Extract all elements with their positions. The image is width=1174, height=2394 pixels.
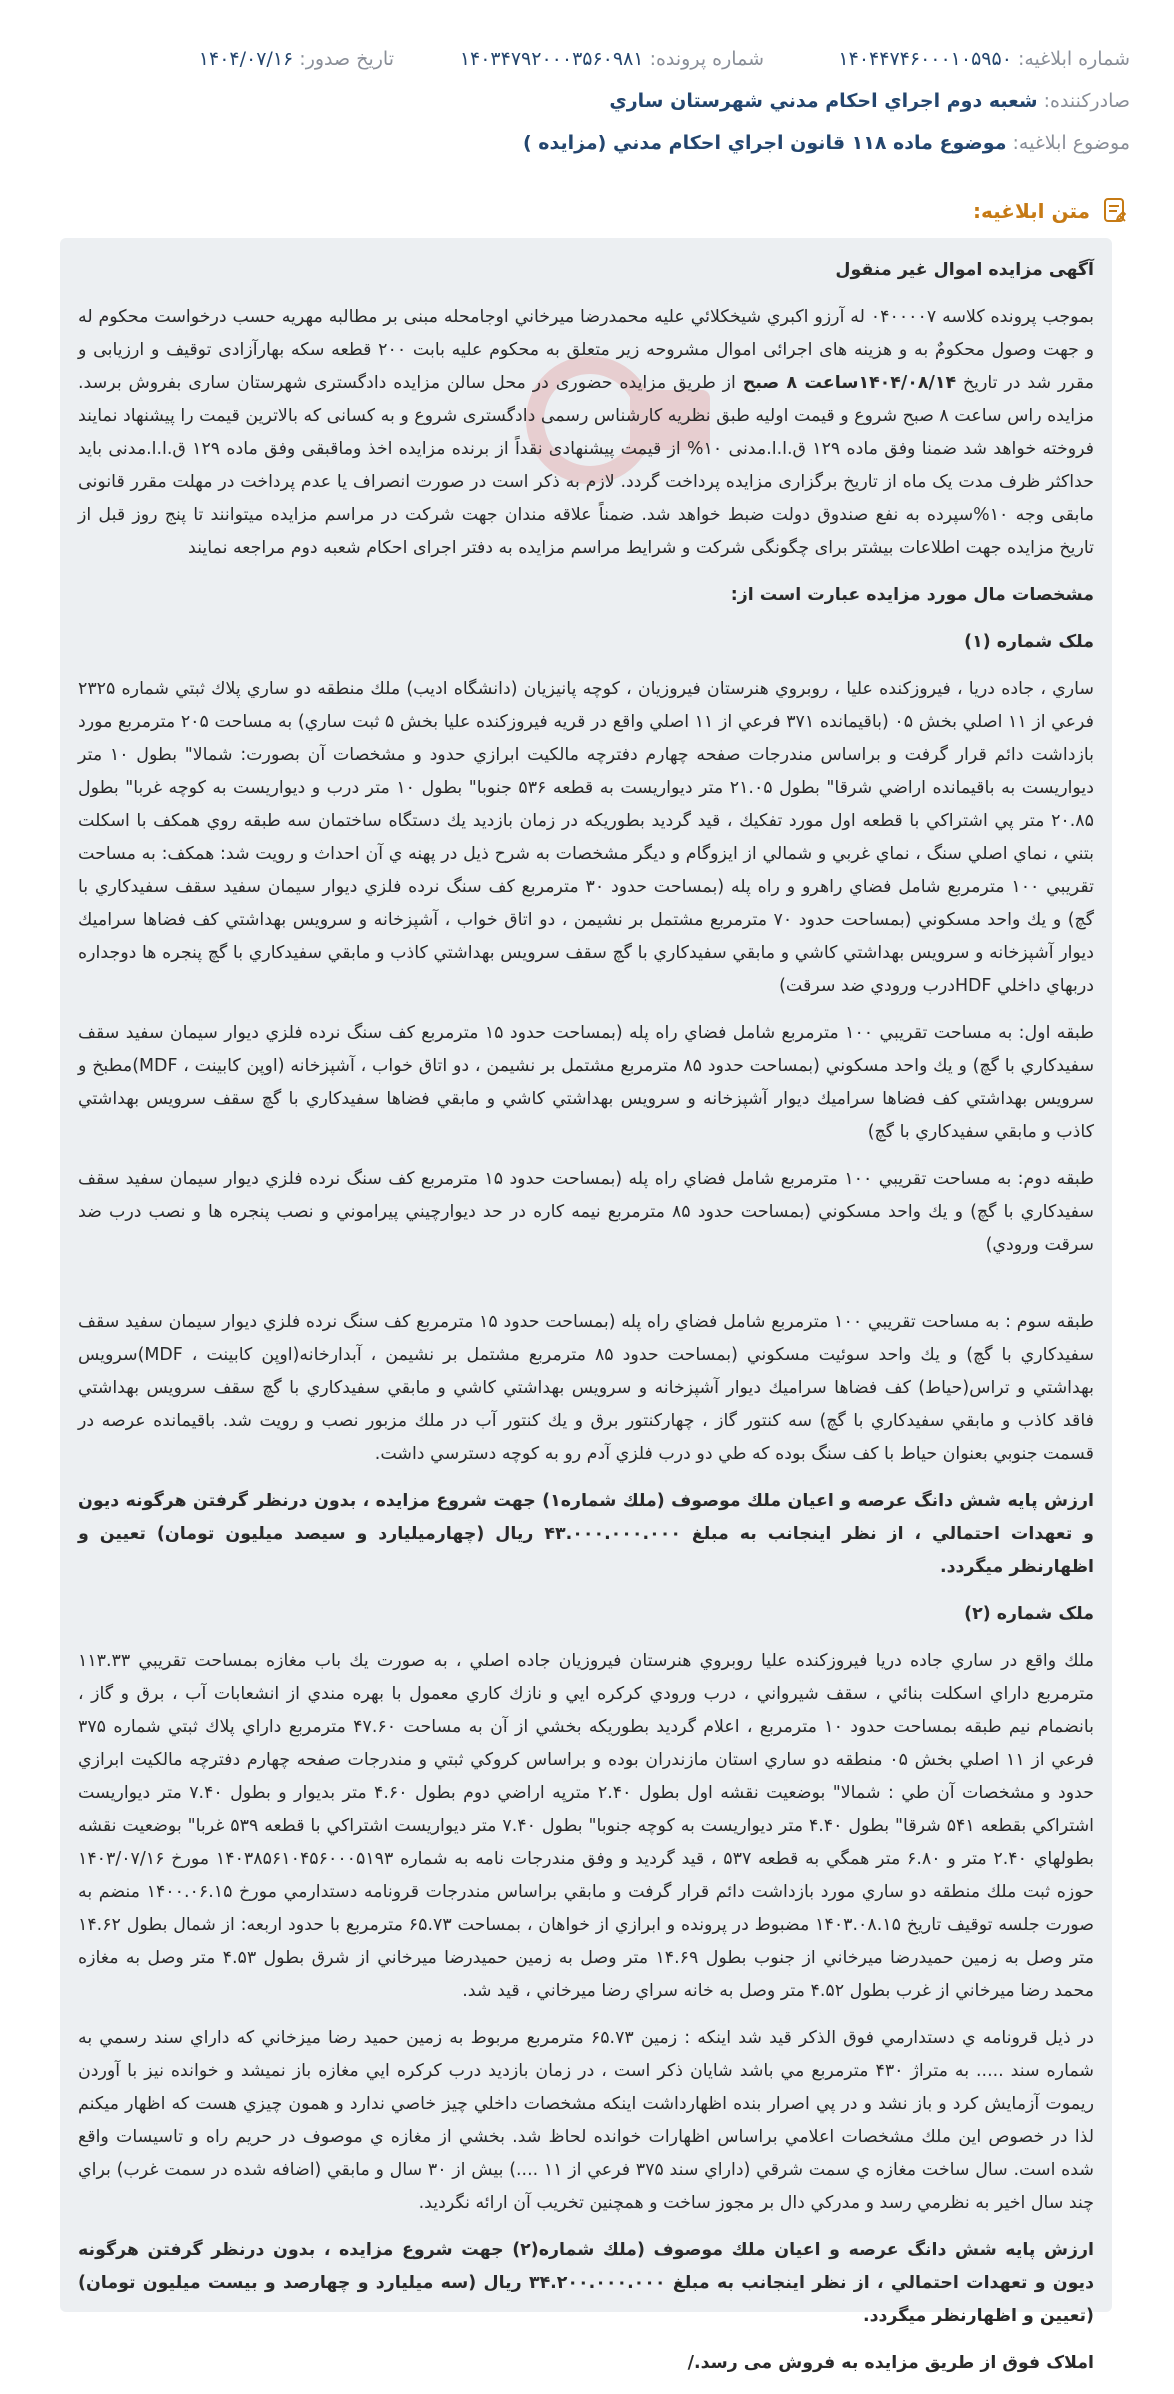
paragraph-intro (78, 301, 1094, 565)
property-1-floor-2: طبقه دوم: به مساحت تقريبي ۱۰۰ مترمربع شامل فضاي راه پله (بمساحت حدود ۱۵ مترمربع كف سنگ نرده فلزي ديوار سيمان سفيد سقف سفيدكاري با گچ) و يك واحد مسكوني (بمساحت حدود ۸۵ مترمربع نيمه كاره در حد ديوارچيني پيراموني و نصب پنجره ها و نصب درب ضد سرقت ورودي) (78, 1169, 1094, 1255)
case-number-group (460, 48, 764, 70)
property-1-price (78, 1485, 1094, 1584)
notice-number-group (838, 48, 1130, 70)
property-2-price-amount: ۳۴.۲۰۰.۰۰۰.۰۰۰ ريال (سه ميليارد و چهارصد و بيست ميليون تومان) (تعيين و اظهارنظر ميگردد. (78, 2273, 1094, 2326)
property-2-price (78, 2234, 1094, 2333)
auction-date: ۱۴۰۴/۰۸/۱۴ساعت ۸ صبح (742, 373, 957, 393)
notice-number-label: شماره ابلاغيه: (1017, 48, 1130, 70)
intro-text-2: از طریق مزایده حضوری در محل سالن مزایده دادگستری شهرستان ساری بفروش برسد. مزایده راس ساعت ۸ صبح شروع و قیمت اولیه طبق نظریه کارشناس رسمی دادگستری شروع و به کسانی که بالاترین قیمت را پیشنهاد نمایند فروخته خواهد شد ضمنا وفق ماده ۱۲۹ ق.ا.ا.مدنی ۱۰% از قیمت پیشنهادی نقداً از برنده مزایده اخذ وماقبقی وفق ماده ۱۲۹ ق.ا.ا.مدنی باید حداکثر ظرف مدت یک ماه از تاریخ برگزاری مزایده پرداخت گردد. لازم به ذکر است در صورت انصراف یا عدم پرداخت در مهلت مقرر قانونی مابقی وجه ۱۰%سپرده به نفع صندوق دولت ضبط خواهد شد. ضمناً علاقه مندان جهت شرکت در مراسم مزایده میتوانند تا پنج روز قبل از تاریخ مزایده جهت اطلاعات بیشتر برای چگونگی شرکت و شرایط مراسم مزایده به دفتر اجرای احکام شعبه دوم مراجعه نمایند (78, 373, 1095, 558)
issuer: شعبه دوم اجراي احكام مدني شهرستان ساري (609, 90, 1038, 112)
meta-row-issuer (0, 90, 1130, 112)
issue-date-group (199, 48, 394, 70)
notice-number: ۱۴۰۴۴۷۴۶۰۰۰۱۰۵۹۵۰ (838, 48, 1012, 70)
property-2-notes: در ذيل قرونامه ي دستدارمي فوق الذكر قيد شد اينكه : زمين ۶۵.۷۳ مترمربع مربوط به زمين حميد رضا ميزخاني كه داراي سند رسمي به شماره سند ..... به متراژ ۴۳۰ مترمربع مي باشد شايان ذكر است ، در زمان بازديد درب كركره ايي مغازه باز نميشد و خوانده نيز با آوردن ريموت آزمايش كرد و باز نشد و در پي اصرار بنده اظهارداشت اينكه مشخصات داخلي چيز خاصي ندارد و همون چيزي هست كه اظهار ميكنم لذا در خصوص اين ملك مشخصات اعلامي براساس اظهارات خوانده لحاظ شد. بخشي از مغازه ي موصوف در حريم راه و تاسيسات واقع شده است. سال ساخت مغازه ي سمت شرقي (داراي سند ۳۷۵ فرعي از ۱۱ ....) بيش از ۳۰ سال و مابقي (اضافه شده در سمت غرب) براي چند سال اخير به نظرمي رسد و مدركي دال بر مجوز ساخت و همچنين تخريب آن ارائه نگرديد. (78, 2028, 1094, 2213)
property-1-title: ملک شماره (۱) (964, 632, 1094, 652)
notice-text-heading (973, 196, 1130, 226)
notice-text-label: متن ابلاغيه: (972, 199, 1090, 223)
case-number-label: شماره پرونده: (649, 48, 764, 70)
meta-row-subject (0, 132, 1130, 154)
closing-line: املاک فوق از طریق مزایده به فروش می رسد./ (687, 2353, 1094, 2373)
property-2-title: ملک شماره (۲) (964, 1604, 1094, 1624)
property-1-description: ساري ، جاده دريا ، فيروزكنده عليا ، روبروي هنرستان فيروزيان ، كوچه پانيزيان (دانشگاه اديب) ملك منطقه دو ساري پلاك ثبتي شماره ۲۳۲۵ فرعي از ۱۱ اصلي بخش ۰۵ (باقيمانده ۳۷۱ فرعي از ۱۱ اصلي واقع در قريه فيروزكنده عليا بخش ۵ ثبت ساري) به مساحت ۲۰۵ مترمربع مورد بازداشت دائم قرار گرفت و براساس مندرجات صفحه چهارم دفترچه مالكيت ابرازي حدود و مشخصات آن بصورت: شمالا" بطول ۱۰ متر ديواريست به باقيمانده اراضي شرقا" بطول ۲۱.۰۵ متر ديواريست به قطعه ۵۳۶ جنوبا" بطول ۱۰ متر درب و ديواريست به كوچه غربا" بطول ۲۰.۸۵ متر پي اشتراكي با قطعه اول مورد تفكيك ، قيد گرديد بطوريكه در زمان بازديد يك دستگاه ساختمان سه طبقه روي همكف با اسكلت بتني ، نماي اصلي سنگ ، نماي غربي و شمالي از ايزوگام و ديگر مشخصات به شرح ذيل در پهنه ي آن احداث و رويت شد: همكف: به مساحت تقريبي ۱۰۰ مترمربع شامل فضاي راهرو و راه پله (بمساحت حدود ۳۰ مترمربع كف سنگ نرده فلزي ديوار سيمان سفيد سقف سفيدكاري با گچ) و يك واحد مسكوني (بمساحت حدود ۷۰ مترمربع مشتمل بر نشيمن ، دو اتاق خواب ، آشپزخانه و سرويس بهداشتي كف فضاها سراميك ديوار آشپزخانه و سرويس بهداشتي كاشي و مابقي سفيدكاري با گچ سقف سرويس بهداشتي كاذب و مابقي سفيدكاري با گچ پنجره ها دوجداره دربهاي داخلي HDFدرب ورودي ضد سرقت) (78, 679, 1095, 996)
property-2-price-text: ارزش پايه شش دانگ عرصه و اعيان ملك موصوف (ملك شماره(۲) جهت شروع مزايده ، بدون درنظر گرفتن هرگونه ديون و تعهدات احتمالي ، از نظر اينجانب به مبلغ (78, 2240, 1094, 2293)
issue-date-label: تاريخ صدور: (299, 48, 394, 70)
property-1-price-text: ارزش پايه شش دانگ عرصه و اعيان ملك موصوف (ملك شماره۱) جهت شروع مزايده ، بدون درنظر گرفتن هرگونه ديون و تعهدات احتمالي ، از نظر اينجانب به مبلغ (78, 1491, 1094, 1544)
property-2-description: ملك واقع در ساري جاده دريا فيروزكنده عليا روبروي هنرستان فيروزيان جاده اصلي ، به صورت يك باب مغازه بمساحت تقريبي ۱۱۳.۳۳ مترمربع داراي اسكلت بنائي ، سقف شيرواني ، درب ورودي كركره ايي و نازك كاري معمول با بهره مندي از انشعابات آب ، برق و گاز ، بانضمام نيم طبقه بمساحت حدود ۱۰ مترمربع ، اعلام گرديد بطوريكه بخشي از آن به مساحت ۴۷.۶۰ مترمربع داراي پلاك ثبتي شماره ۳۷۵ فرعي از ۱۱ اصلي بخش ۰۵ منطقه دو ساري استان مازندران بوده و براساس كروكي ثبتي و مندرجات صفحه چهارم دفترچه مالكيت ابرازي حدود و مشخصات آن طي : شمالا" بوضعيت نقشه اول بطول ۲.۴۰ مترپه اراضي دوم بطول ۴.۶۰ متر بديوار و بطول ۷.۴۰ متر ديواريست اشتراكي بقطعه ۵۴۱ شرقا" بطول ۴.۴۰ متر ديواريست به كوچه جنوبا" بطول ۷.۴۰ متر ديواريست اشتراكي با قطعه ۵۳۹ غربا" بوضعيت نقشه بطولهاي ۲.۴۰ متر و ۶.۸۰ متر همگي به قطعه ۵۳۷ ، قيد گرديد و وفق مندرجات نامه به شماره ۱۴۰۳۸۵۶۱۰۴۵۶۰۰۰۵۱۹۳ مورخ ۱۴۰۳/۰۷/۱۶ حوزه ثبت ملك منطقه دو ساري مورد بازداشت دائم قرار گرفت و مابقي براساس مندرجات قرونامه دستدارمي مورخ ۱۴۰۰.۰۶.۱۵ منضم به صورت جلسه توقيف تاريخ ۱۴۰۳.۰۸.۱۵ مضبوط در پرونده و ابرازي از خواهان ، بمساحت ۶۵.۷۳ مترمربع با حدود اربعه: از شمال بطول ۱۴.۶۲ متر وصل به زمين حميدرضا ميرخاني از جنوب بطول ۱۴.۶۹ متر وصل به زمين حميدرضا ميرخاني از شرق بطول ۴.۵۳ متر وصل به مغازه محمد رضا ميرخاني از غرب بطول ۴.۵۲ متر وصل به خانه سراي رضا ميرخاني ، قيد شد. (78, 1651, 1095, 2001)
property-1-floor-3: طبقه سوم : به مساحت تقريبي ۱۰۰ مترمربع شامل فضاي راه پله (بمساحت حدود ۱۵ مترمربع كف سنگ نرده فلزي ديوار سيمان سفيد سقف سفيدكاري با گچ) و يك واحد سوئيت مسكوني (بمساحت حدود ۸۵ مترمربع مشتمل بر نشيمن ، آبدارخانه(اوپن كابينت ، MDF)سرويس بهداشتي و تراس(حياط) كف فضاها سراميك ديوار آشپزخانه و سرويس بهداشتي كاشي و مابقي سفيدكاري با گچ سقف سرويس بهداشتي فاقد كاذب و مابقي سفيدكاري با گچ) سه كنتور گاز ، چهاركنتور برق و يك كنتور آب در ملك مزبور نصب و رويت شد. باقيمانده عرصه در قسمت جنوبي بعنوان حياط با كف سنگ بوده كه طي دو درب فلزي آدم رو به كوچه دسترسي داشت. (78, 1312, 1094, 1464)
subject: موضوع ماده ۱۱۸ قانون اجراي احکام مدني (مزايده ) (522, 132, 1007, 154)
intro-text-1: بموجب پرونده کلاسه ۰۴۰۰۰۰۷ له آرزو اكبري شيخكلائي عليه محمدرضا ميرخاني اوجامحله مبنی بر مطالبه مهریه حسب درخواست محکوم له و جهت وصول محکومٌ به و هزینه های اجرائی اموال مشروحه زیر متعلق به محکوم علیه بابت ۲۰۰ قطعه سکه بهارآزادی توقیف و ارزیابی و مقرر شد در تاریخ (78, 307, 1094, 393)
specs-title: مشخصات مال مورد مزايده عبارت است از: (730, 585, 1094, 605)
notice-body (60, 254, 1112, 2394)
document-icon (1100, 196, 1130, 226)
case-number: ۱۴۰۳۴۷۹۲۰۰۰۳۵۶۰۹۸۱ (459, 48, 644, 70)
issue-date: ۱۴۰۴/۰۷/۱۶ (198, 48, 294, 70)
property-1-floor-1: طبقه اول: به مساحت تقريبي ۱۰۰ مترمربع شامل فضاي راه پله (بمساحت حدود ۱۵ مترمربع كف سنگ نرده فلزي ديوار سيمان سفيد سقف سفيدكاري با گچ) و يك واحد مسكوني (بمساحت حدود ۸۵ مترمربع مشتمل بر نشيمن ، دو اتاق خواب ، آشپزخانه (اوپن كابينت ، MDF)مطبخ و سرويس بهداشتي كف فضاها سراميك ديوار آشپزخانه و سرويس بهداشتي كاشي و مابقي فضاها سفيدكاري با گچ سقف سرويس بهداشتي كاذب و مابقي سفيدكاري با گچ) (78, 1023, 1095, 1142)
subject-label: موضوع ابلاغيه: (1012, 132, 1130, 154)
notice-title: آگهی مزایده اموال غیر منقول (835, 260, 1094, 280)
issuer-label: صادرکننده: (1043, 90, 1130, 112)
property-1-price-amount: ۴۳.۰۰۰.۰۰۰.۰۰۰ ريال (چهارميليارد و سيصد ميليون تومان) تعيين و اظهارنظر ميگردد. (78, 1524, 1094, 1577)
